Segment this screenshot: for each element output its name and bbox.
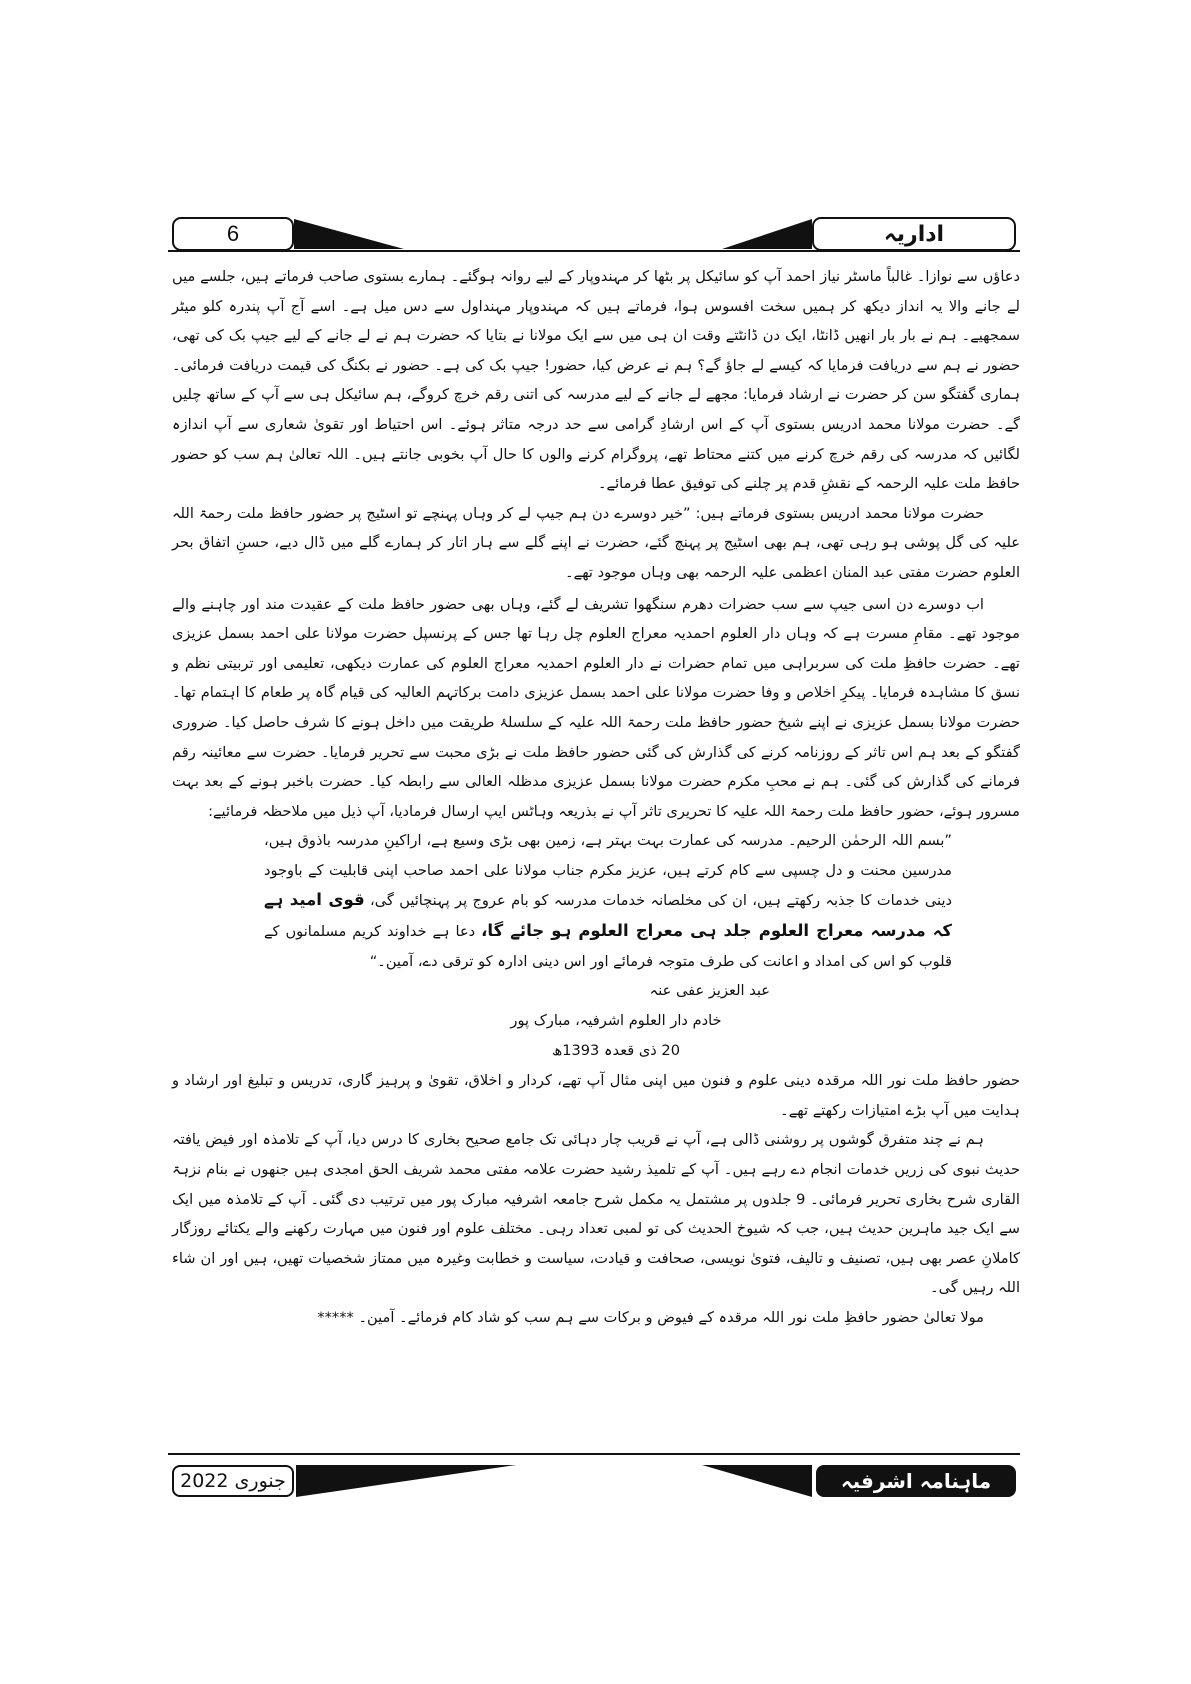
quote-text-2: دعا ہے خداوند کریم مسلمانوں کے قلوب کو اس کی امداد و اعانت کی طرف متوجہ فرمائے اور اس دینی ادارہ کو ترقی دے، آمین۔“ <box>264 923 952 970</box>
quote-designation: خادم دار العلوم اشرفیہ، مبارک پور <box>510 1012 722 1030</box>
paragraph-1: دعاؤں سے نوازا۔ غالباً ماسٹر نیاز احمد آپ کو سائیکل پر بٹھا کر مہندوپار کے لیے روانہ ہوگئے۔ ہمارے بستوی صاحب فرماتے ہیں، جلسے میں لے جانے والا یہ انداز دیکھ کر ہمیں سخت افسوس ہوا، فرماتے ہیں کہ مہندوپار مہنداول سے دس میل ہے۔ اسے آج آپ پندرہ کلو میٹر سمجھیے۔ ہم نے بار بار انھیں ڈانٹا، ایک دن ڈانٹتے وقت ان ہی میں سے ایک مولانا نے بتایا کہ حضرت ہم نے لے جانے کے لیے جیپ بک کی تھی، حضور نے ہم سے دریافت فرمایا کہ کیسے لے جاؤ گے؟ ہم نے عرض کیا، حضور! جیپ بک کی ہے۔ حضور نے بکنگ کی قیمت دریافت فرمائی۔ ہماری گفتگو سن کر حضرت نے ارشاد فرمایا: مجھے لے جانے کے لیے مدرسہ کی اتنی رقم خرچ کروگے، ہم سائیکل ہی سے آپ کے ساتھ چلیں گے۔ حضرت مولانا محمد ادریس بستوی آپ کے اس ارشادِ گرامی سے حد درجہ متاثر ہوئے۔ اس احتیاط اور تقویٰ شعاری سے آپ اندازہ لگائیں کہ مدرسہ کی رقم خرچ کرنے میں کتنے محتاط تھے، پروگرام کرنے والوں کا حال آپ بخوبی جانتے ہیں۔ اللہ تعالیٰ ہم سب کو حضور حافظ ملت علیہ الرحمہ کے نقشِ قدم پر چلنے کی توفیق عطا فرمائے۔ <box>172 268 1020 493</box>
closing-paragraph-3: مولا تعالیٰ حضور حافظِ ملت نور اللہ مرقدہ کے فیوض و برکات سے ہم سب کو شاد کام فرمائے۔ آمین۔ ***** <box>317 1309 984 1326</box>
quote-date: 20 ذی قعدہ 1393ھ <box>552 1042 680 1060</box>
issue-date: جنوری 2022 <box>172 1465 294 1497</box>
paragraph-3: اب دوسرے دن اسی جیپ سے سب حضرات دھرم سنگھوا تشریف لے گئے، وہاں بھی حضور حافظ ملت کے عقیدت مند اور چاہنے والے موجود تھے۔ مقامِ مسرت ہے کہ وہاں دار العلوم احمدیہ معراج العلوم چل رہا تھا جس کے پرنسپل حضرت مولانا علی احمد بسمل عزیزی تھے۔ حضرت حافظِ ملت کی سربراہی میں تمام حضرات نے دار العلوم احمدیہ معراج العلوم کی عمارت دیکھی، تعلیمی اور تربیتی نظم و نسق کا مشاہدہ فرمایا۔ پیکرِ اخلاص و وفا حضرت مولانا علی احمد بسمل عزیزی دامت برکاتہم العالیہ کی قیام گاہ پر طعام کا اہتمام تھا۔ حضرت مولانا بسمل عزیزی نے اپنے شیخ حضور حافظ ملت رحمۃ اللہ علیہ کے سلسلۂ طریقت میں داخل ہونے کا شرف حاصل کیا۔ ضروری گفتگو کے بعد ہم اس تاثر کے روزنامہ کرنے کی گذارش کی گئی حضور حافظ ملت نے بڑی محبت سے تحریر فرمایا۔ حضرت سے معائینہ رقم فرمانے کی گذارش کی گئی۔ ہم نے محبِ مکرم حضرت مولانا بسمل عزیزی مدظلہ العالی سے رابطہ کیا۔ حضرت باخبر ہونے کے بعد بہت مسرور ہوئے، حضور حافظ ملت رحمۃ اللہ علیہ کا تحریری تاثر آپ نے بذریعہ وہاٹس ایپ ارسال فرمادیا، آپ ذیل میں ملاحظہ فرمائیے: <box>172 595 1020 820</box>
article-body <box>172 262 1020 1333</box>
footer-wedge-left <box>296 1465 516 1497</box>
section-title: اداریہ <box>812 217 1016 251</box>
header-wedge-right <box>722 219 812 249</box>
footer-rule <box>168 1453 1020 1455</box>
quoted-remarks <box>172 826 1020 976</box>
magazine-name: ماہنامہ اشرفیہ <box>816 1465 1016 1497</box>
quote-emphasis: قوی امید ہے کہ مدرسہ معراج العلوم جلد ہی معراج العلوم ہو جائے گا، <box>264 890 952 941</box>
quote-text-1: ”بسم اللہ الرحمٰن الرحیم۔ مدرسہ کی عمارت بہت بہتر ہے، زمین بھی بڑی وسیع ہے، اراکینِ مدرسہ باذوق ہیں، مدرسین محنت و دل چسپی سے کام کرتے ہیں، عزیز مکرم جناب مولانا علی احمد صاحب اپنی قابلیت کے باوجود دینی خدمات کا جذبہ رکھتے ہیں، ان کی مخلصانہ خدمات مدرسہ کو بام عروج پر پہنچائیں گی، <box>264 832 952 910</box>
page-footer <box>168 1453 1020 1499</box>
header-wedge-left <box>294 219 404 249</box>
footer-wedge-right <box>702 1465 812 1497</box>
page-header <box>168 217 1020 253</box>
closing-paragraph-2: ہم نے چند متفرق گوشوں پر روشنی ڈالی ہے، آپ نے قریب چار دہائی تک جامع صحیح بخاری کا درس دیا، آپ کے تلامذہ اور فیض یافتہ حدیث نبوی کی زریں خدمات انجام دے رہے ہیں۔ آپ کے تلمیذ رشید حضرت علامہ مفتی محمد شریف الحق امجدی ہیں جنھوں نے بنام نزہۃ القاری شرح بخاری تحریر فرمائی۔ 9 جلدوں پر مشتمل یہ مکمل شرح جامعہ اشرفیہ مبارک پور میں ترتیب دی گئی۔ آپ کے تلامذہ میں ایک سے ایک جید ماہرین حدیث ہیں، جب کہ شیوخ الحدیث کی تو لمبی تعداد رہی۔ مختلف علوم اور فنون میں مہارت رکھنے والے یکتائے روزگار کاملانِ عصر بھی ہیں، تصنیف و تالیف، فتویٰ نویسی، صحافت و قیادت، سیاست و خطابت وغیرہ میں ممتاز شخصیات تھیں، ہیں اور ان شاء اللہ رہیں گی۔ <box>172 1131 1020 1297</box>
page-number: 6 <box>172 217 294 251</box>
quote-signature: عبد العزیز عفی عنہ <box>649 982 770 1000</box>
paragraph-2: حضرت مولانا محمد ادریس بستوی فرماتے ہیں: ”خیر دوسرے دن ہم جیپ لے کر وہاں پہنچے تو اسٹیج پر حضور حافظ ملت رحمۃ اللہ علیہ کی گل پوشی ہو رہی تھی، ہم بھی اسٹیج پر پہنچ گئے، حضرت نے اپنے گلے سے ہار اتار کر ہمارے گلے میں ڈال دیے، حسنِ اتفاق بحر العلوم حضرت مفتی عبد المنان اعظمی علیہ الرحمہ بھی وہاں موجود تھے۔ <box>172 504 1020 581</box>
closing-paragraph-1: حضور حافظ ملت نور اللہ مرقدہ دینی علوم و فنون میں اپنی مثال آپ تھے، کردار و اخلاق، تقویٰ و پرہیز گاری، تدریس و تبلیغ اور ارشاد و ہدایت میں آپ بڑے امتیازات رکھتے تھے۔ <box>172 1072 1020 1119</box>
quote-signature-line <box>172 976 1020 1006</box>
